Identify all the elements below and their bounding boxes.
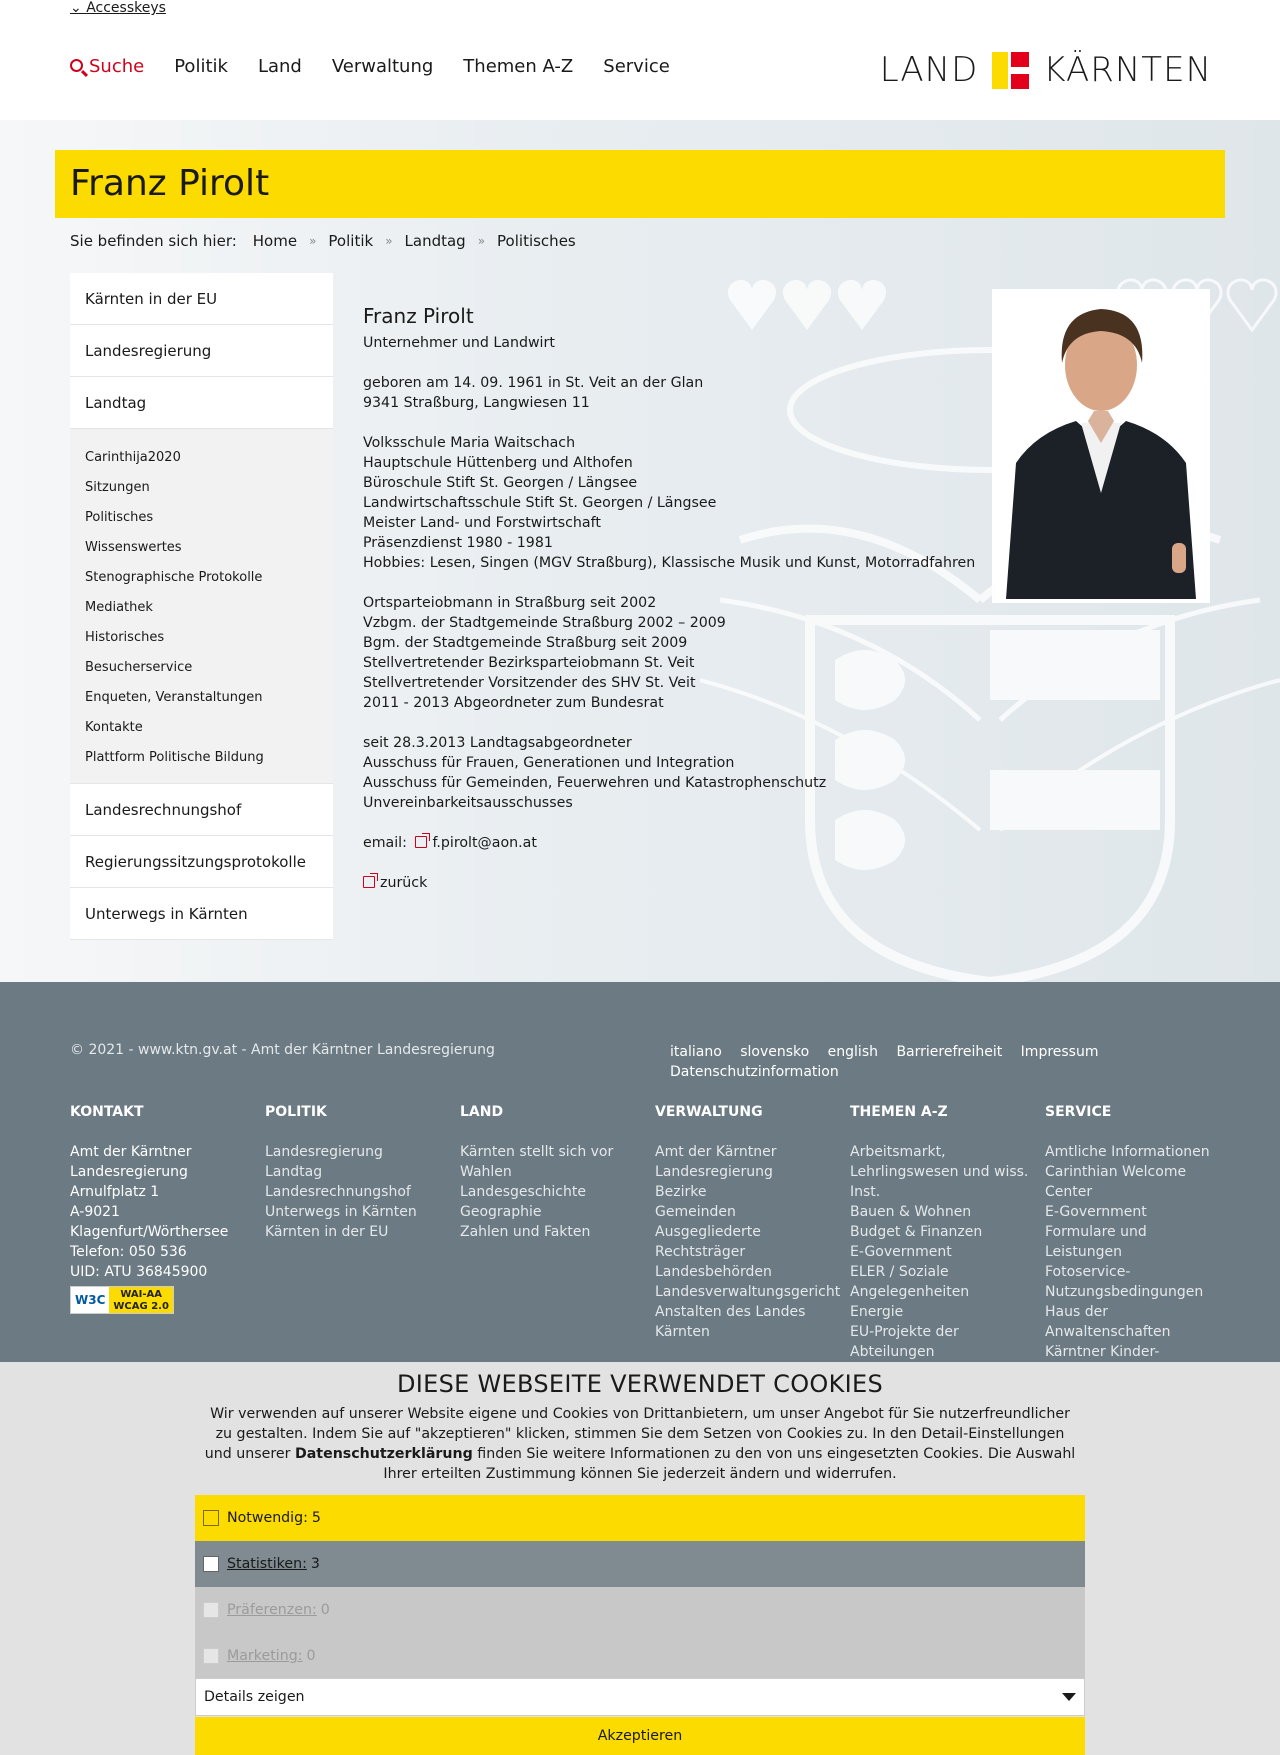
footer-link[interactable]: Carinthian Welcome Center: [1045, 1164, 1187, 1200]
profile-email-row: [363, 833, 983, 853]
portrait-image: [996, 293, 1206, 599]
footer-col-title: LAND: [460, 1104, 504, 1120]
sidebar-sub-kontakte[interactable]: Kontakte: [85, 720, 143, 735]
breadcrumb-home[interactable]: Home: [252, 232, 298, 250]
site-logo[interactable]: [880, 50, 1212, 90]
footer: [0, 982, 1280, 1362]
external-link-icon: [415, 836, 427, 848]
breadcrumb-politisches[interactable]: Politisches: [497, 232, 576, 250]
footer-link[interactable]: Landesverwaltungsgericht: [655, 1284, 841, 1300]
footer-link[interactable]: Energie: [850, 1304, 904, 1320]
footer-link[interactable]: Budget & Finanzen: [850, 1224, 983, 1240]
cookie-text-part: Wir verwenden auf unserer Website eigene und Cookies von Drittanbietern, um unser Angebot für Sie nutzerfreundlicher zu gestalten. Indem Sie auf "akzeptieren" klicken, stimmen Sie dem Setzen von Cookies zu. In den Detail-Einstellungen und unserer: [204, 1406, 1070, 1462]
footer-col-service: [1045, 1102, 1225, 1362]
breadcrumb-landtag[interactable]: Landtag: [404, 232, 466, 250]
sidebar-sub-enqueten[interactable]: Enqueten, Veranstaltungen: [85, 690, 263, 705]
sidebar-sub-historisches[interactable]: Historisches: [85, 630, 165, 645]
cookie-category-count: 5: [311, 1510, 321, 1526]
footer-link[interactable]: Bauen & Wohnen: [850, 1204, 972, 1220]
footer-link[interactable]: Kärnten stellt sich vor: [460, 1144, 614, 1160]
chevron-down-icon: ⌄: [70, 0, 87, 16]
footer-col-title: THEMEN A-Z: [850, 1104, 948, 1120]
chevron-right-icon: »: [477, 234, 486, 248]
privacy-policy-link[interactable]: Datenschutzerklärung: [294, 1446, 473, 1462]
footer-col-verwaltung: [655, 1102, 845, 1342]
coat-of-arms-flag-icon: [992, 52, 1029, 89]
sidebar-item-unterwegs[interactable]: Unterwegs in Kärnten: [70, 888, 333, 940]
profile-line: Ortsparteiobmann in Straßburg seit 2002: [363, 595, 657, 611]
sidebar-sub-sitzungen[interactable]: Sitzungen: [85, 480, 150, 495]
footer-link-italiano[interactable]: italiano: [670, 1044, 722, 1060]
footer-col-title: VERWALTUNG: [655, 1104, 763, 1120]
footer-col-title: POLITIK: [265, 1104, 327, 1120]
nav-politik[interactable]: Politik: [174, 56, 228, 77]
accesskeys-label: Accesskeys: [86, 0, 166, 16]
email-link[interactable]: [415, 835, 536, 851]
profile-line: Ausschuss für Gemeinden, Feuerwehren und Katastrophenschutz: [363, 775, 827, 791]
footer-link[interactable]: Arbeitsmarkt, Lehrlingswesen und wiss. Inst.: [850, 1144, 1029, 1200]
cookie-text: [200, 1404, 1080, 1484]
profile-line: 2011 - 2013 Abgeordneter zum Bundesrat: [363, 695, 664, 711]
profile-line: Volksschule Maria Waitschach: [363, 435, 576, 451]
nav-search-label: Suche: [89, 56, 145, 77]
sidebar-sub-politisches[interactable]: Politisches: [85, 510, 154, 525]
sidebar-sub-besucherservice[interactable]: Besucherservice: [85, 660, 193, 675]
cookie-category-label: Notwendig:: [227, 1510, 308, 1526]
back-label: zurück: [380, 875, 428, 891]
profile-line: geboren am 14. 09. 1961 in St. Veit an der Glan: [363, 375, 704, 391]
footer-link[interactable]: Kärnten in der EU: [265, 1224, 389, 1240]
checkbox-checked-icon[interactable]: [203, 1510, 219, 1526]
logo-text-left: LAND: [879, 50, 979, 90]
footer-link[interactable]: Landesgeschichte: [460, 1184, 586, 1200]
cookie-details-toggle[interactable]: [195, 1678, 1085, 1716]
footer-link-slovensko[interactable]: slovensko: [740, 1044, 810, 1060]
footer-link[interactable]: EU-Projekte der Abteilungen: [850, 1324, 959, 1360]
profile-line: Präsenzdienst 1980 - 1981: [363, 535, 553, 551]
back-row: [363, 873, 983, 893]
footer-link[interactable]: Fotoservice-Nutzungsbedingungen: [1045, 1264, 1204, 1300]
logo-text-right: KÄRNTEN: [1043, 50, 1212, 90]
footer-link[interactable]: Landesregierung: [265, 1144, 383, 1160]
footer-col-title: SERVICE: [1045, 1104, 1112, 1120]
email-address: f.pirolt@aon.at: [432, 835, 537, 851]
cookie-title: DIESE WEBSEITE VERWENDET COOKIES: [396, 1370, 884, 1398]
profile-line: Ausschuss für Frauen, Generationen und Integration: [363, 755, 735, 771]
page-title: Franz Pirolt: [70, 163, 270, 204]
cookie-text-part: finden Sie weitere Informationen zu den von uns eingesetzten Cookies. Die Auswahl Ihrer erteilten Zustimmung können Sie jederzeit ändern und widerrufen.: [383, 1446, 1076, 1482]
footer-link-impressum[interactable]: Impressum: [1020, 1044, 1099, 1060]
footer-col-kontakt: [70, 1102, 260, 1314]
cookie-accept-button[interactable]: Akzeptieren: [195, 1717, 1085, 1755]
sidebar-item-landtag[interactable]: Landtag: [70, 377, 333, 429]
footer-link[interactable]: E-Government: [850, 1244, 952, 1260]
cookie-category-statistics[interactable]: [195, 1541, 1085, 1587]
breadcrumb-prefix: Sie befinden sich hier:: [70, 232, 237, 250]
cookie-category-count: 0: [306, 1648, 316, 1664]
chevron-right-icon: »: [309, 234, 317, 248]
cookie-category-count: 3: [310, 1556, 320, 1572]
chevron-right-icon: »: [385, 234, 393, 248]
profile-landtag: [363, 733, 983, 813]
cookie-category-preferences[interactable]: [195, 1587, 1085, 1633]
footer-link[interactable]: Zahlen und Fakten: [460, 1224, 591, 1240]
footer-link[interactable]: Unterwegs in Kärnten: [265, 1204, 417, 1220]
sidebar-sub-mediathek[interactable]: Mediathek: [85, 600, 153, 615]
cookie-category-marketing[interactable]: [195, 1633, 1085, 1679]
footer-link[interactable]: Haus der Anwaltenschaften: [1045, 1304, 1171, 1340]
sidebar-submenu: [70, 429, 333, 784]
checkbox-icon[interactable]: [203, 1556, 219, 1572]
footer-link[interactable]: Formulare und Leistungen: [1045, 1224, 1147, 1260]
wcag-badge[interactable]: [70, 1286, 174, 1314]
footer-link[interactable]: Geographie: [460, 1204, 542, 1220]
footer-link[interactable]: Amt der Kärntner Landesregierung: [655, 1144, 777, 1180]
footer-contact-line: Arnulfplatz 1: [70, 1184, 160, 1200]
footer-link[interactable]: Anstalten des Landes Kärnten: [655, 1304, 806, 1340]
sidebar-item-protokolle[interactable]: Regierungssitzungsprotokolle: [70, 836, 333, 888]
profile-personal: [363, 373, 983, 413]
profile-line: Stellvertretender Bezirksparteiobmann St. Veit: [363, 655, 695, 671]
nav-land[interactable]: Land: [257, 56, 302, 77]
nav-themen[interactable]: Themen A-Z: [463, 56, 574, 77]
sidebar-sub-plattform[interactable]: Plattform Politische Bildung: [85, 750, 264, 765]
profile-line: 9341 Straßburg, Langwiesen 11: [363, 395, 590, 411]
footer-link-english[interactable]: english: [827, 1044, 878, 1060]
sidebar: [70, 273, 333, 940]
footer-link[interactable]: Bezirke: [655, 1184, 707, 1200]
footer-link[interactable]: Kärntner Kinder-: [1045, 1344, 1160, 1360]
profile-line: Büroschule Stift St. Georgen / Längsee: [363, 475, 638, 491]
cookie-category-count: 0: [320, 1602, 330, 1618]
external-link-icon: [363, 876, 375, 888]
footer-link[interactable]: Amtliche Informationen: [1045, 1144, 1210, 1160]
cookie-details-label: Details zeigen: [204, 1689, 305, 1705]
footer-link[interactable]: Gemeinden: [655, 1204, 736, 1220]
footer-contact-line: Amt der Kärntner Landesregierung: [70, 1144, 192, 1180]
profile-content: [363, 303, 983, 913]
nav-service[interactable]: Service: [603, 56, 670, 77]
profile-line: Unvereinbarkeitsausschusses: [363, 795, 573, 811]
footer-contact-line: UID: ATU 36845900: [70, 1264, 208, 1280]
checkbox-icon[interactable]: [203, 1648, 219, 1664]
profile-line: seit 28.3.2013 Landtagsabgeordneter: [363, 735, 632, 751]
footer-link[interactable]: Wahlen: [460, 1164, 512, 1180]
wcag-line2: WCAG 2.0: [113, 1301, 169, 1312]
sidebar-sub-wissenswertes[interactable]: Wissenswertes: [85, 540, 182, 555]
profile-line: Bgm. der Stadtgemeinde Straßburg seit 2009: [363, 635, 688, 651]
footer-col-land: [460, 1102, 650, 1242]
footer-links: [670, 1042, 1130, 1082]
footer-col-themen: [850, 1102, 1040, 1362]
footer-link[interactable]: Landtag: [265, 1164, 323, 1180]
sidebar-item-landesrechnungshof[interactable]: Landesrechnungshof: [70, 784, 333, 836]
wcag-badge-text: [109, 1287, 173, 1313]
profile-line: Hobbies: Lesen, Singen (MGV Straßburg), Klassische Musik und Kunst, Motorradfahren: [363, 555, 976, 571]
breadcrumb: [70, 232, 576, 250]
cookie-category-label[interactable]: Präferenzen:: [227, 1602, 317, 1618]
footer-link[interactable]: E-Government: [1045, 1204, 1147, 1220]
profile-photo: [992, 289, 1210, 603]
checkbox-icon[interactable]: [203, 1602, 219, 1618]
cookie-category-label[interactable]: Statistiken:: [227, 1556, 307, 1572]
footer-contact-line: A-9021 Klagenfurt/Wörthersee: [70, 1204, 229, 1240]
profile-line: Meister Land- und Forstwirtschaft: [363, 515, 601, 531]
footer-link-barrierefreiheit[interactable]: Barrierefreiheit: [896, 1044, 1003, 1060]
profile-line: Stellvertretender Vorsitzender des SHV St. Veit: [363, 675, 696, 691]
w3c-logo-icon: W3C: [71, 1287, 109, 1313]
accesskeys-link[interactable]: [70, 0, 166, 16]
footer-link[interactable]: Landesrechnungshof: [265, 1184, 411, 1200]
footer-copyright: © 2021 - www.ktn.gv.at - Amt der Kärntner Landesregierung: [70, 1042, 495, 1058]
footer-link[interactable]: Ausgegliederte Rechtsträger: [655, 1224, 761, 1260]
breadcrumb-politik[interactable]: Politik: [328, 232, 374, 250]
profile-occupation: Unternehmer und Landwirt: [363, 335, 555, 351]
profile-name: Franz Pirolt: [363, 304, 474, 328]
footer-link[interactable]: Landesbehörden: [655, 1264, 772, 1280]
footer-col-politik: [265, 1102, 455, 1242]
cookie-category-necessary[interactable]: [195, 1495, 1085, 1541]
profile-line: Landwirtschaftsschule Stift St. Georgen / Längsee: [363, 495, 717, 511]
page-title-band: [55, 150, 1225, 218]
footer-link-datenschutz[interactable]: Datenschutzinformation: [670, 1064, 839, 1080]
footer-col-title: KONTAKT: [70, 1104, 144, 1120]
profile-line: Vzbgm. der Stadtgemeinde Straßburg 2002 – 2009: [363, 615, 726, 631]
nav-verwaltung[interactable]: Verwaltung: [331, 56, 434, 77]
search-icon: [70, 59, 83, 72]
profile-career: [363, 593, 983, 713]
profile-line: Hauptschule Hüttenberg und Althofen: [363, 455, 633, 471]
sidebar-sub-carinthija[interactable]: Carinthija2020: [85, 450, 181, 465]
caret-down-icon: [1062, 1693, 1076, 1701]
wcag-line1: WAI-AA: [120, 1289, 162, 1300]
sidebar-item-landesregierung[interactable]: Landesregierung: [70, 325, 333, 377]
profile-education: [363, 433, 983, 573]
footer-link[interactable]: ELER / Soziale Angelegenheiten: [850, 1264, 970, 1300]
main-nav: [70, 56, 670, 77]
sidebar-item-eu[interactable]: Kärnten in der EU: [70, 273, 333, 325]
footer-contact-line: Telefon: 050 536: [70, 1244, 187, 1260]
nav-search[interactable]: [70, 56, 144, 77]
sidebar-sub-protokolle[interactable]: Stenographische Protokolle: [85, 570, 263, 585]
back-link[interactable]: [363, 875, 427, 891]
cookie-category-label[interactable]: Marketing:: [227, 1648, 303, 1664]
email-label: email:: [363, 835, 407, 851]
